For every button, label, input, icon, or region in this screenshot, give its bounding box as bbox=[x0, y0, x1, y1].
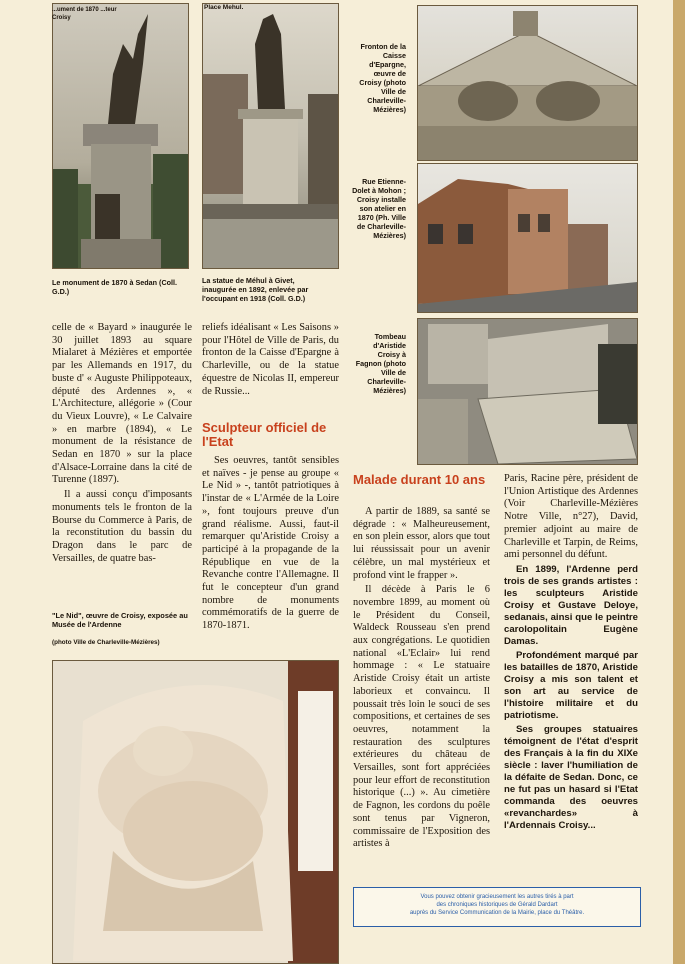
caption-rue: Rue Etienne-Dolet à Mohon ; Croisy installe son atelier en 1870 (Ph. Ville de Charleville-Mézières) bbox=[352, 177, 406, 240]
col2-paragraph-2: Ses oeuvres, tantôt sensibles et naïves - je pense au groupe « Le Nid » -, tantôt patriotiques à l'instar de « L'Armée de la Loire », font toujours preuve d'un grand réalisme. Aussi, faut-il remarquer qu'Aristide Croisy a participé à la propagande de la République en vue de la Revanche contre l'Allemagne. Il fut le concepteur d'un grand nombre de monuments commémoratifs de la guerre de 1870-1871. bbox=[202, 455, 339, 632]
column-1-text bbox=[52, 322, 192, 567]
caption-sedan: Le monument de 1870 à Sedan (Coll. G.D.) bbox=[52, 278, 178, 296]
caption-mehul: La statue de Méhul à Givet, inaugurée en 1892, enlevée par l'occupant en 1918 (Coll. G.D.) bbox=[202, 276, 309, 303]
caption-nid-credit: (photo Ville de Charleville-Mézières) bbox=[52, 639, 160, 646]
column-2-text-b bbox=[202, 455, 339, 635]
footer-line-1: Vous pouvez obtenir gracieusement les autres tirés à part bbox=[420, 894, 574, 900]
photo-sedan-monument bbox=[52, 3, 189, 269]
column-4-text bbox=[504, 473, 638, 834]
caption-sedan-top: ...ument de 1870 ...teur Croisy bbox=[52, 7, 117, 21]
footer-notice bbox=[353, 887, 641, 927]
col4-paragraph: Paris, Racine père, président de l'Union Artistique des Ardennes (Voir Charleville-Mézières Notre Ville, n°27), David, premier adjoint au maire de Charleville et Tarpin, de Reims, ami personnel du défunt. bbox=[504, 473, 638, 561]
fronton-image bbox=[418, 6, 637, 160]
caption-mehul-top: Place Mehul. bbox=[204, 4, 244, 11]
col3-paragraph-2: Il décède à Paris le 6 novembre 1899, au moment où le Président du Conseil, Waldeck Rousseau s'en prend aux congrégations. Le quotidien national «L'Eclair» lui rend hommage : « Le statuaire Aristide Croisy était un artiste laborieux et convaincu. Il poussait très loin le souci de ses compositions, et certaines de ses oeuvres, notamment la restauration des sculptures extérieures du château de Versailles, sont fort appréciées pour leur effort de reconstitution historique (...) ». Au cimetière de Fagnon, les cordons du poêle sont tenus par Vigneron, commissaire de l'Exposition des artistes à bbox=[353, 584, 490, 850]
tombeau-image bbox=[418, 319, 637, 464]
photo-mehul-statue bbox=[202, 3, 339, 269]
photo-fronton bbox=[417, 5, 638, 161]
heading-sculpteur: Sculpteur officiel de l'Etat bbox=[202, 420, 327, 449]
caption-fronton: Fronton de la Caisse d'Epargne, œuvre de Croisy (photo Ville de Charleville-Mézières) bbox=[359, 42, 406, 114]
photo-rue-etienne-dolet bbox=[417, 163, 638, 313]
col4-paragraph-3: Profondément marqué par les batailles de 1870, Aristide Croisy a mis son talent et son art au service de l'histoire militaire et du patriotisme. bbox=[504, 649, 638, 721]
sedan-monument-image bbox=[53, 4, 188, 268]
page-edge bbox=[673, 0, 685, 964]
mehul-statue-image bbox=[203, 4, 338, 268]
column-2-text bbox=[202, 322, 339, 400]
col1-paragraph: celle de « Bayard » inaugurée le 30 juillet 1893 au square Mialaret à Mézières et emportée par les Allemands en 1917, du buste d' « Auguste Philippoteaux, député des Ardennes », « L'Architecture, allégorie » (Cour du Vieux Louvre), « Le Calvaire » en marbre (1894), « Le monument de la résistance de Sedan en 1870 » sur la place d'Alsace-Lorraine dans la cité de Turenne (1897). bbox=[52, 322, 192, 486]
col1-paragraph-2: Il a aussi conçu d'imposants monuments tels le fronton de la Bourse du Commerce à Paris, de la reconstitution du bassin du Dragon dans le parc de Versailles, de quatre bas- bbox=[52, 489, 192, 564]
rue-image bbox=[418, 164, 637, 312]
footer-line-3: auprès du Service Communication de la Mairie, place du Théâtre. bbox=[409, 910, 585, 916]
photo-le-nid bbox=[52, 660, 339, 964]
heading-malade: Malade durant 10 ans bbox=[353, 472, 486, 487]
column-3-text bbox=[353, 506, 490, 853]
caption-tombeau: Tombeau d'Aristide Croisy à Fagnon (photo Ville de Charleville-Mézières) bbox=[355, 332, 406, 395]
col4-paragraph-4: Ses groupes statuaires témoignent de l'état d'esprit des Français à la fin du XIXe siècle : laver l'humiliation de la défaite de Sedan. Donc, ce ne fut pas un hasard si l'Etat commanda des oeuvres «revanchardes» à l'Ardennais Croisy... bbox=[504, 723, 638, 831]
photo-tombeau bbox=[417, 318, 638, 465]
le-nid-sculpture-image bbox=[53, 661, 338, 963]
caption-nid: "Le Nid", œuvre de Croisy, exposée au Musée de l'Ardenne bbox=[52, 611, 188, 629]
col3-paragraph: A partir de 1889, sa santé se dégrade : « Malheureusement, en son plein essor, alors que tout lui réussissait pour un avenir célèbre, un mal mystérieux et profond vint le frapper ». bbox=[353, 506, 490, 581]
col4-paragraph-2: En 1899, l'Ardenne perd trois de ses grands artistes : les sculpteurs Aristide Croisy et Gustave Deloye, sedanais, ainsi que le peintre carolopolitain Eugène Damas. bbox=[504, 563, 638, 647]
footer-line-2: des chroniques historiques de Gérald Dardart bbox=[436, 902, 558, 908]
col2-paragraph: reliefs idéalisant « Les Saisons » pour l'Hôtel de Ville de Paris, du fronton de la Caisse d'Epargne à Charleville, ou de la statue équestre de Nicolas II, empereur de Russie... bbox=[202, 322, 339, 397]
